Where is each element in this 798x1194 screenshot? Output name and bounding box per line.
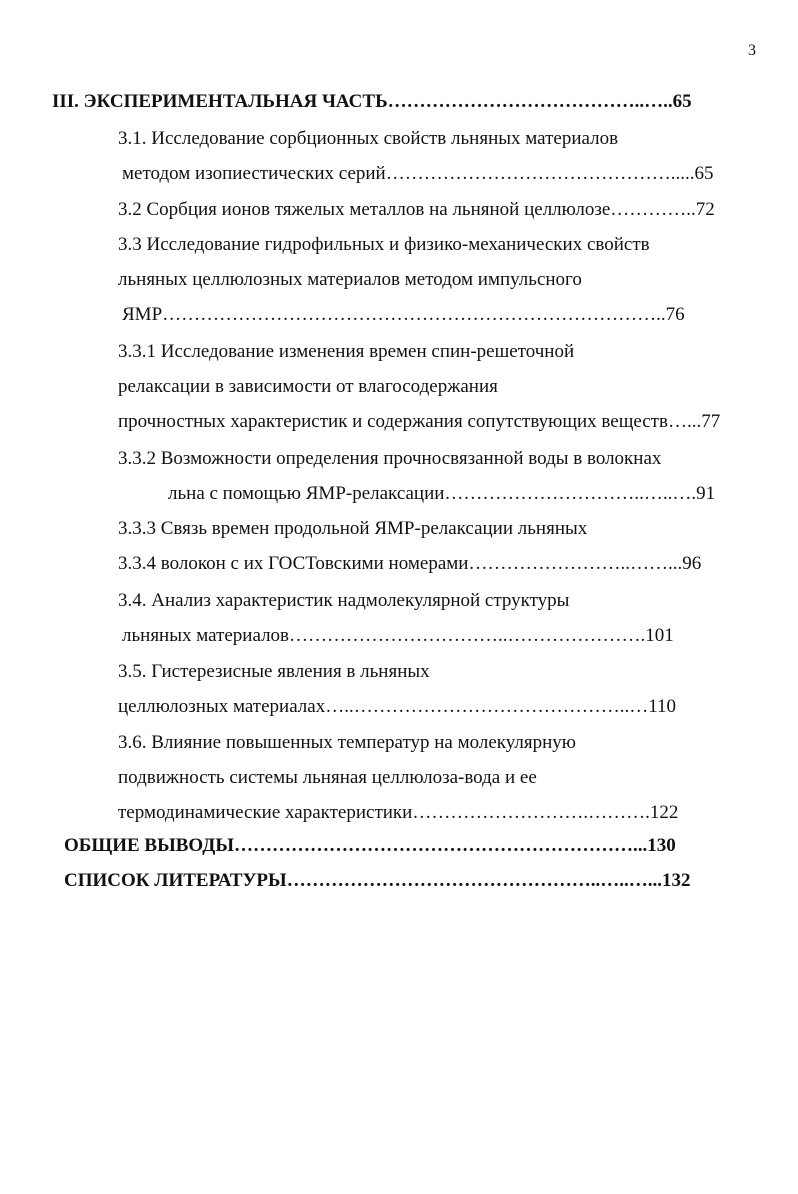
- toc-entry-3-6-line2: подвижность системы льняная целлюлоза-вода и ее: [118, 767, 537, 788]
- toc-entry-3-3-line1: 3.3 Исследование гидрофильных и физико-механических свойств: [118, 234, 650, 255]
- toc-entry-3-1-line1: 3.1. Исследование сорбционных свойств льняных материалов: [118, 128, 619, 149]
- toc-entry-3-3-2-line2: льна с помощью ЯМР-релаксации…………………………..…..….91: [168, 483, 716, 504]
- toc-entry-3-1-line2: методом изопиестических серий……………………………………….....65: [122, 163, 714, 184]
- toc-entry-3-3-1-line1: 3.3.1 Исследование изменения времен спин-решеточной: [118, 341, 575, 362]
- toc-entry-3-6-line1: 3.6. Влияние повышенных температур на молекулярную: [118, 732, 577, 753]
- toc-entry-3-4-line1: 3.4. Анализ характеристик надмолекулярной структуры: [118, 590, 570, 611]
- toc-entry-3-2: 3.2 Сорбция ионов тяжелых металлов на льняной целлюлозе…………..72: [118, 199, 715, 220]
- toc-entry-3-3-line3: ЯМР……………………………………………………………………..76: [122, 304, 685, 325]
- toc-entry-3-3-4: 3.3.4 волокон с их ГОСТовскими номерами……………………..……...96: [118, 553, 702, 574]
- toc-entry-3-3-1-line2: релаксации в зависимости от влагосодержания: [118, 376, 498, 397]
- toc-chapter-iii: III. ЭКСПЕРИМЕНТАЛЬНАЯ ЧАСТЬ…………………………………..…..65: [52, 91, 692, 112]
- toc-entry-3-3-3: 3.3.3 Связь времен продольной ЯМР-релаксации льняных: [118, 518, 588, 539]
- toc-entry-3-3-1-line3: прочностных характеристик и содержания сопутствующих веществ…...77: [118, 411, 721, 432]
- toc-entry-3-4-line2: льняных материалов……………………………..………………….101: [122, 625, 674, 646]
- toc-entry-3-5-line2: целлюлозных материалах…..……………………………………..…110: [118, 696, 677, 717]
- toc-references: СПИСОК ЛИТЕРАТУРЫ…………………………………………..…..…...132: [64, 870, 691, 891]
- toc-entry-3-3-2-line1: 3.3.2 Возможности определения прочносвязанной воды в волокнах: [118, 448, 662, 469]
- toc-entry-3-3-line2: льняных целлюлозных материалов методом импульсного: [118, 269, 582, 290]
- toc-entry-3-5-line1: 3.5. Гистерезисные явления в льняных: [118, 661, 430, 682]
- page-number: 3: [748, 42, 756, 59]
- toc-entry-3-6-line3: термодинамические характеристики……………………….……….122: [118, 802, 679, 823]
- toc-conclusions: ОБЩИЕ ВЫВОДЫ………………………………………………………...130: [64, 835, 676, 856]
